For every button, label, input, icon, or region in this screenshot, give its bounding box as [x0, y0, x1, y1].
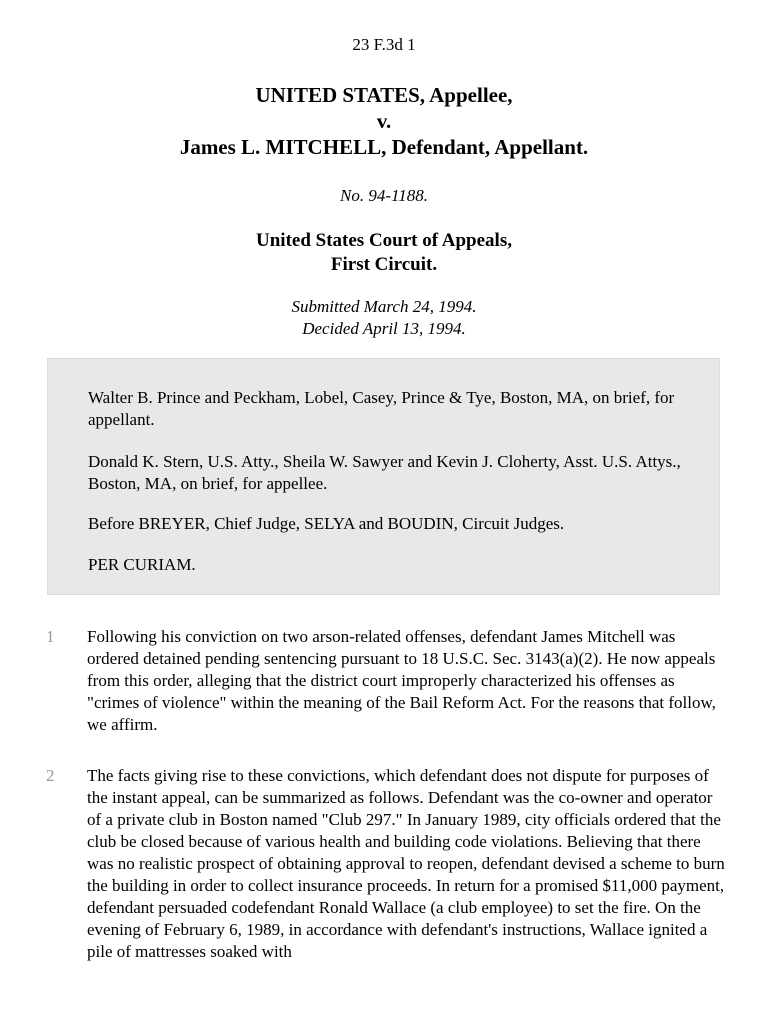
appellee-party: UNITED STATES, Appellee,	[255, 83, 513, 107]
docket-number: No. 94-1188.	[340, 186, 428, 205]
appellee-counsel: Donald K. Stern, U.S. Atty., Sheila W. Sawyer and Kevin J. Cloherty, Asst. U.S. Attys., Boston, MA, on brief, for appellee.	[88, 452, 681, 493]
court-name-line-2: First Circuit.	[330, 254, 438, 275]
judges-panel: Before BREYER, Chief Judge, SELYA and BOUDIN, Circuit Judges.	[88, 514, 565, 533]
case-citation: 23 F.3d 1	[352, 35, 416, 54]
paragraph-text: The facts giving rise to these convictions, which defendant does not dispute for purposes of the instant appeal, can be summarized as follows. Defendant was the co-owner and operator of a private club in Boston named "Club 297." In January 1989, city officials ordered that the club be closed because of various health and building code violations. Believing that there was no realistic prospect of obtaining approval to reopen, defendant devised a scheme to burn the building in order to collect insurance proceeds. In return for a promised $11,000 payment, defendant persuaded codefendant Ronald Wallace (a club employee) to set the fire. On the evening of February 6, 1989, in accordance with defendant's instructions, Wallace ignited a pile of mattresses soaked with	[87, 766, 725, 961]
decided-date: Decided April 13, 1994.	[302, 319, 466, 338]
per-curiam-label: PER CURIAM.	[88, 555, 196, 574]
versus-label: v.	[376, 109, 392, 133]
court-name	[0, 229, 768, 277]
case-dates	[0, 296, 768, 340]
paragraph-number: 1	[46, 627, 55, 646]
case-caption	[0, 82, 768, 160]
court-name-line-1: United States Court of Appeals,	[256, 230, 512, 251]
paragraph-text: Following his conviction on two arson-related offenses, defendant James Mitchell was ordered detained pending sentencing pursuant to 18 U.S.C. Sec. 3143(a)(2). He now appeals from this order, alleging that the district court improperly characterized his offenses as "crimes of violence" within the meaning of the Bail Reform Act. For the reasons that follow, we affirm.	[87, 627, 716, 734]
counsel-panel	[47, 358, 720, 595]
submitted-date: Submitted March 24, 1994.	[291, 297, 477, 316]
paragraph-number: 2	[46, 766, 55, 785]
appellant-counsel: Walter B. Prince and Peckham, Lobel, Casey, Prince & Tye, Boston, MA, on brief, for appellant.	[88, 388, 675, 429]
appellant-party: James L. MITCHELL, Defendant, Appellant.	[179, 135, 589, 159]
